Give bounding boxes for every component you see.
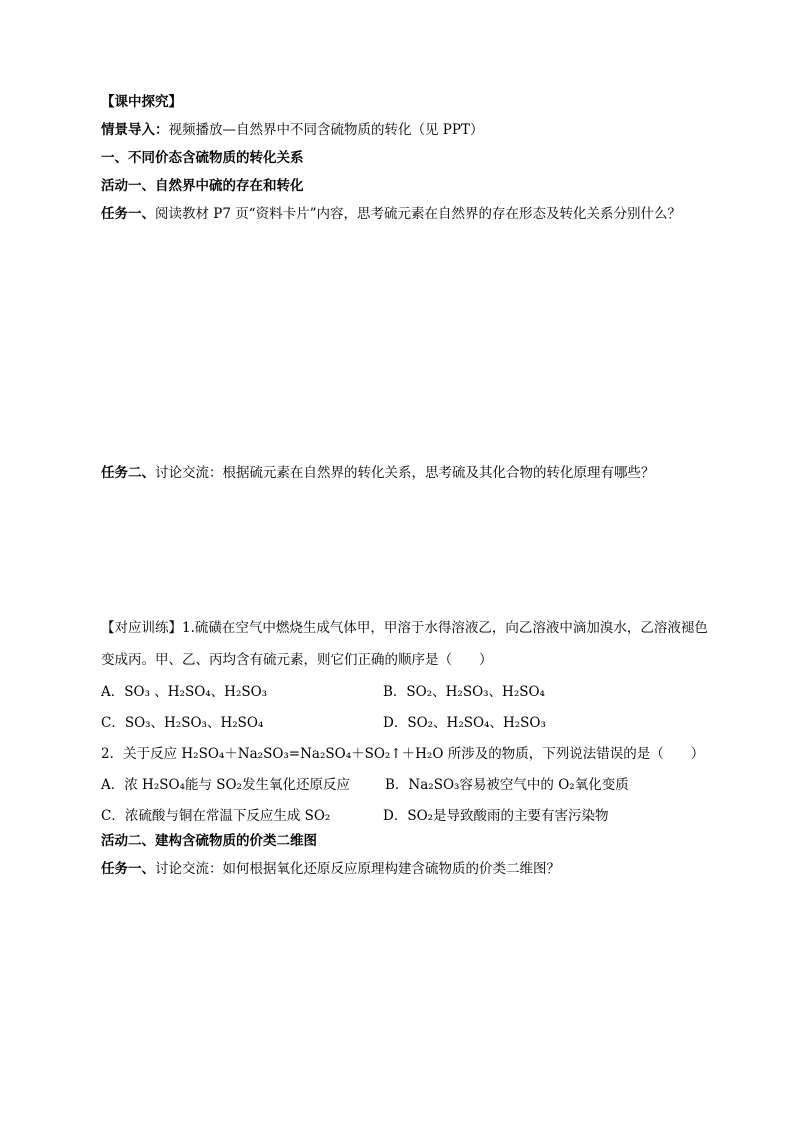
- task-1-text: 阅读教材 P7 页“资料卡片”内容，思考硫元素在自然界的存在形态及转化关系分别什么？: [155, 206, 682, 222]
- task-3-label: 任务一、: [101, 861, 155, 877]
- task-2-label: 任务二、: [101, 465, 155, 481]
- q1-option-a: A．SO₃ 、H₂SO₄、H₂SO₃: [101, 684, 268, 700]
- training-q1-line1: [101, 619, 708, 637]
- q2-option-a: A．浓 H₂SO₄能与 SO₂发生氧化还原反应: [101, 777, 350, 793]
- activity-1-title: 活动一、自然界中硫的存在和转化: [101, 178, 304, 194]
- scenario-intro: [101, 121, 483, 139]
- q1-stem-line1: 1.硫磺在空气中燃烧生成气体甲，甲溶于水得溶液乙，向乙溶液中滴加溴水，乙溶液褪色: [182, 620, 708, 636]
- training-label: 【对应训练】: [101, 620, 182, 636]
- q2-option-d: D．SO₂是导致酸雨的主要有害污染物: [383, 808, 609, 824]
- q2-stem: 2．关于反应 H₂SO₄＋Na₂SO₃=Na₂SO₄＋SO₂↑＋H₂O 所涉及的物质，下列说法错误的是（ ）: [101, 746, 705, 762]
- section-heading: 【课中探究】: [101, 94, 182, 110]
- task-2: [101, 464, 655, 482]
- q2-option-b: B．Na₂SO₃容易被空气中的 O₂氧化变质: [385, 777, 629, 793]
- activity-2-title: 活动二、建构含硫物质的价类二维图: [101, 833, 317, 849]
- scenario-intro-label: 情景导入：: [101, 122, 169, 138]
- section-title-1: 一、不同价态含硫物质的转化关系: [101, 150, 304, 166]
- q1-stem-line2: 变成丙。甲、乙、丙均含有硫元素，则它们正确的顺序是（ ）: [101, 652, 493, 668]
- q1-option-c: C．SO₃、H₂SO₃、H₂SO₄: [101, 715, 264, 731]
- q2-option-c: C．浓硫酸与铜在常温下反应生成 SO₂: [101, 808, 331, 824]
- q1-option-b: B．SO₂、H₂SO₃、H₂SO₄: [383, 684, 545, 700]
- task-1: [101, 205, 681, 223]
- scenario-intro-text: 视频播放—自然界中不同含硫物质的转化（见 PPT）: [168, 122, 484, 138]
- q1-option-d: D．SO₂、H₂SO₄、H₂SO₃: [383, 715, 546, 731]
- task-2-text: 讨论交流：根据硫元素在自然界的转化关系，思考硫及其化合物的转化原理有哪些？: [155, 465, 655, 481]
- task-3-text: 讨论交流：如何根据氧化还原反应原理构建含硫物质的价类二维图？: [155, 861, 560, 877]
- task-3: [101, 860, 560, 878]
- task-1-label: 任务一、: [101, 206, 155, 222]
